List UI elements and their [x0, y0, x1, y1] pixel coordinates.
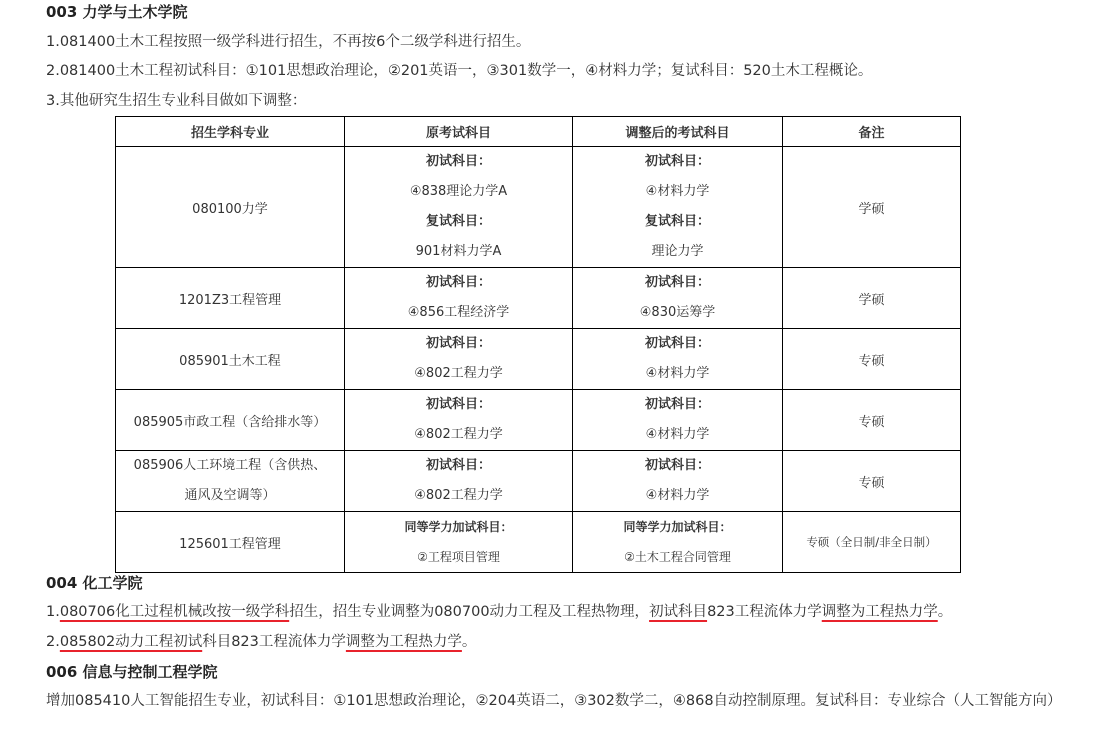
section-004-item-1 [46, 601, 952, 623]
cell-line: ②工程项目管理 [417, 550, 500, 564]
cell-adjusted [573, 390, 783, 451]
section-003-item-1: 1.081400土木工程按照一级学科进行招生，不再按6个二级学科进行招生。 [46, 34, 531, 50]
text-run: 。 [937, 604, 953, 620]
table-row [116, 451, 961, 512]
cell-adjusted [573, 329, 783, 390]
cell-line: ④材料力学 [645, 427, 710, 442]
cell-line: 同等学力加试科目： [404, 520, 513, 534]
cell-adjusted [573, 512, 783, 573]
cell-line: ④830运筹学 [639, 305, 716, 320]
cell-original [345, 451, 573, 512]
cell-line: 理论力学 [651, 244, 704, 259]
cell-line: 初试科目： [644, 397, 710, 412]
column-header-adjusted: 调整后的考试科目 [573, 117, 783, 147]
section-003-item-2: 2.081400土木工程初试科目：①101思想政治理论，②201英语一，③301数学一，④材料力学；复试科目：520土木工程概论。 [46, 63, 873, 79]
section-004-heading: 004 化工学院 [46, 574, 143, 592]
underlined-text: 085802动力工程初试 [59, 634, 203, 650]
cell-major: 085901土木工程 [116, 329, 345, 390]
table-row [116, 390, 961, 451]
cell-adjusted [573, 451, 783, 512]
cell-note-text: 专硕（全日制/非全日制） [806, 535, 937, 549]
cell-note: 学硕 [783, 268, 961, 329]
underlined-text: 调整为工程热力学 [821, 604, 938, 620]
cell-line: 初试科目： [425, 275, 491, 290]
table-row [116, 147, 961, 268]
text-run: 1. [46, 604, 60, 620]
section-006-item-1: 增加085410人工智能招生专业，初试科目：①101思想政治理论，②204英语二，③302数学二，④868自动控制原理。复试科目：专业综合（人工智能方向） [46, 693, 1062, 709]
cell-line: 初试科目： [425, 154, 491, 169]
section-003-heading: 003 力学与土木学院 [46, 3, 188, 21]
text-run: 科目823工程流体力学 [202, 634, 346, 650]
section-006-heading: 006 信息与控制工程学院 [46, 663, 218, 681]
cell-line: 初试科目： [644, 336, 710, 351]
cell-original [345, 147, 573, 268]
text-run: 。 [461, 634, 477, 650]
cell-line: ④856工程经济学 [407, 305, 510, 320]
table-row [116, 268, 961, 329]
cell-line: 初试科目： [425, 458, 491, 473]
text-run: 招生，招生专业调整为080700动力工程及工程热物理， [289, 604, 650, 620]
text-run: 2. [46, 634, 60, 650]
cell-line: ④802工程力学 [414, 427, 503, 442]
cell-line: 初试科目： [644, 458, 710, 473]
cell-note: 专硕 [783, 329, 961, 390]
underlined-text: 初试科目 [649, 604, 708, 620]
cell-line: 同等学力加试科目： [623, 520, 732, 534]
cell-line: ④838理论力学A [409, 184, 508, 199]
cell-original [345, 268, 573, 329]
cell-line: 901材料力学A [415, 244, 502, 259]
table-row [116, 512, 961, 573]
cell-line: 复试科目： [644, 214, 710, 229]
column-header-major: 招生学科专业 [116, 117, 345, 147]
cell-line: ④材料力学 [645, 488, 710, 503]
table-header-row [116, 117, 961, 147]
cell-major [116, 451, 345, 512]
cell-note: 专硕 [783, 390, 961, 451]
cell-line: 复试科目： [425, 214, 491, 229]
underlined-text: 调整为工程热力学 [345, 634, 462, 650]
cell-major: 080100力学 [116, 147, 345, 268]
cell-line: ④材料力学 [645, 366, 710, 381]
column-header-original: 原考试科目 [345, 117, 573, 147]
cell-adjusted [573, 268, 783, 329]
cell-original [345, 512, 573, 573]
cell-major: 1201Z3工程管理 [116, 268, 345, 329]
cell-line: 通风及空调等） [184, 488, 276, 503]
cell-line: 初试科目： [644, 154, 710, 169]
cell-line: ④802工程力学 [414, 366, 503, 381]
cell-major: 125601工程管理 [116, 512, 345, 573]
cell-line: 085906人工环境工程（含供热、 [133, 458, 327, 473]
cell-major: 085905市政工程（含给排水等） [116, 390, 345, 451]
cell-line: ②土木工程合同管理 [624, 550, 731, 564]
text-run: 823工程流体力学 [707, 604, 822, 620]
section-003-item-3: 3.其他研究生招生专业科目做如下调整： [46, 93, 307, 109]
underlined-text: 080706化工过程机械改按一级学科 [59, 604, 290, 620]
table-row [116, 329, 961, 390]
cell-adjusted [573, 147, 783, 268]
cell-original [345, 329, 573, 390]
cell-note [783, 512, 961, 573]
cell-note: 学硕 [783, 147, 961, 268]
cell-line: 初试科目： [425, 397, 491, 412]
cell-line: ④802工程力学 [414, 488, 503, 503]
cell-original [345, 390, 573, 451]
cell-line: 初试科目： [425, 336, 491, 351]
cell-line: ④材料力学 [645, 184, 710, 199]
column-header-note: 备注 [783, 117, 961, 147]
cell-note: 专硕 [783, 451, 961, 512]
cell-line: 初试科目： [644, 275, 710, 290]
adjustment-table [115, 116, 961, 573]
section-004-item-2 [46, 631, 476, 653]
